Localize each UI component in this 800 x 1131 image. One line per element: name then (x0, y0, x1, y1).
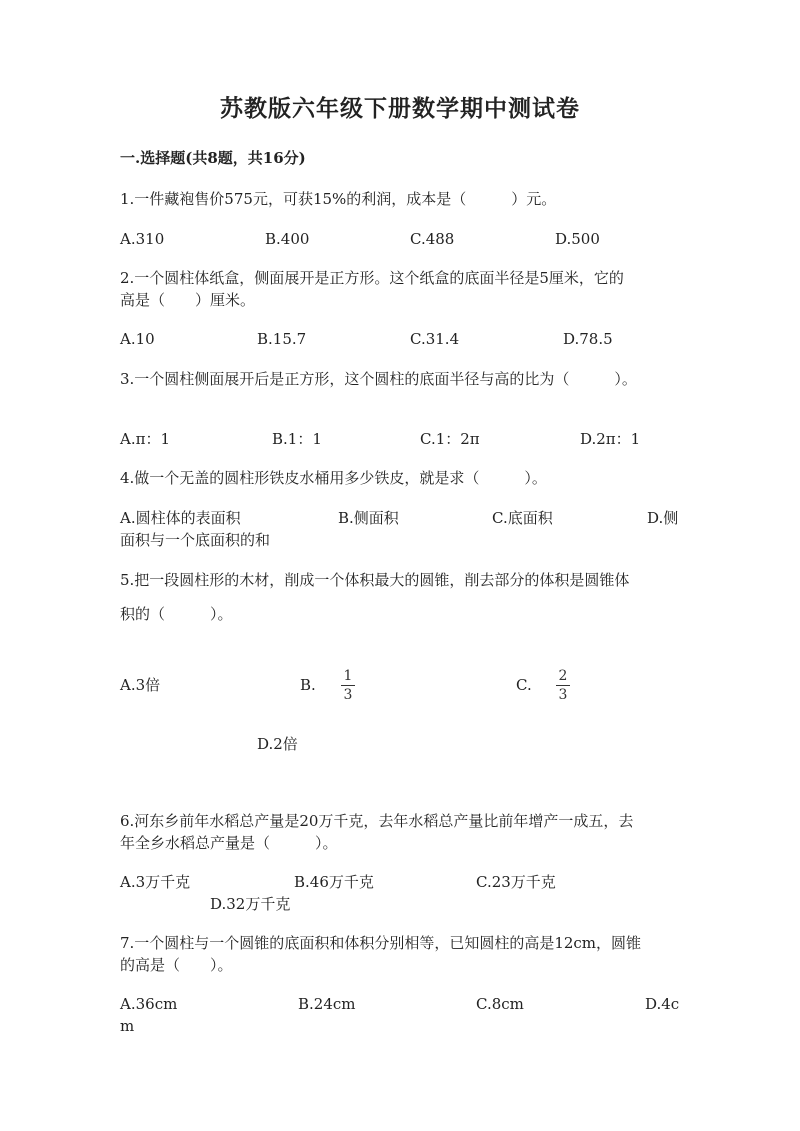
fraction-denominator: 3 (343, 687, 353, 703)
question-5-text-line2: 积的（ ）。 (120, 605, 233, 623)
question-5-text-line1: 5.把一段圆柱形的木材，削成一个体积最大的圆锥，削去部分的体积是圆锥体 (120, 571, 630, 589)
page-title: 苏教版六年级下册数学期中测试卷 (220, 95, 580, 122)
fraction-denominator: 3 (558, 687, 568, 703)
question-5-option-a[interactable]: A.3倍 (120, 676, 161, 694)
question-2-option-a[interactable]: A.10 (120, 330, 155, 348)
question-7-text-line1: 7.一个圆柱与一个圆锥的底面积和体积分别相等，已知圆柱的高是12cm，圆锥 (120, 934, 642, 952)
question-2-text-line1: 2.一个圆柱体纸盒，侧面展开是正方形。这个纸盒的底面半径是5厘米，它的 (120, 269, 624, 287)
question-5-option-b[interactable]: B. (300, 676, 316, 694)
question-4-option-d[interactable]: D.侧 (647, 509, 679, 527)
question-3-text: 3.一个圆柱侧面展开后是正方形，这个圆柱的底面半径与高的比为（ ）。 (120, 370, 637, 388)
question-3-option-a[interactable]: A.π：1 (120, 430, 171, 448)
fraction-numerator: 1 (343, 668, 353, 684)
section-heading: 一.选择题(共8题，共16分) (120, 149, 306, 167)
question-1-option-b[interactable]: B.400 (265, 230, 310, 248)
fraction-numerator: 2 (558, 668, 568, 684)
question-7-option-d[interactable]: D.4c (645, 995, 680, 1013)
question-4-option-c[interactable]: C.底面积 (492, 509, 553, 527)
question-4-option-b[interactable]: B.侧面积 (338, 509, 399, 527)
question-6-option-d[interactable]: D.32万千克 (210, 895, 291, 913)
fraction-bar (341, 685, 355, 686)
question-7-option-a[interactable]: A.36cm (120, 995, 178, 1013)
question-6-option-a[interactable]: A.3万千克 (120, 873, 191, 891)
question-3-option-c[interactable]: C.1：2π (420, 430, 480, 448)
question-2-option-d[interactable]: D.78.5 (563, 330, 613, 348)
question-1-option-a[interactable]: A.310 (120, 230, 165, 248)
question-1-option-c[interactable]: C.488 (410, 230, 455, 248)
question-1-text: 1.一件藏袍售价575元，可获15%的利润，成本是（ ）元。 (120, 190, 557, 208)
question-2-text-line2: 高是（ ）厘米。 (120, 291, 256, 309)
fraction-bar (556, 685, 570, 686)
question-5-option-d[interactable]: D.2倍 (257, 735, 298, 753)
question-6-text-line1: 6.河东乡前年水稻总产量是20万千克，去年水稻总产量比前年增产一成五，去 (120, 812, 634, 830)
question-6-option-b[interactable]: B.46万千克 (294, 873, 374, 891)
question-7-option-b[interactable]: B.24cm (298, 995, 356, 1013)
question-7-option-c[interactable]: C.8cm (476, 995, 524, 1013)
question-5-option-b-fraction (341, 668, 355, 703)
question-4-option-a[interactable]: A.圆柱体的表面积 (120, 509, 241, 527)
question-1-option-d[interactable]: D.500 (555, 230, 600, 248)
question-5-option-c[interactable]: C. (516, 676, 532, 694)
question-7-text-line2: 的高是（ ）。 (120, 956, 233, 974)
question-6-text-line2: 年全乡水稻总产量是（ ）。 (120, 834, 338, 852)
question-3-option-b[interactable]: B.1：1 (272, 430, 322, 448)
question-4-option-d-wrap: 面积与一个底面积的和 (120, 531, 271, 549)
question-3-option-d[interactable]: D.2π：1 (580, 430, 641, 448)
question-5-option-c-fraction (556, 668, 570, 703)
question-7-option-d-wrap: m (120, 1017, 135, 1035)
question-2-option-b[interactable]: B.15.7 (257, 330, 307, 348)
question-2-option-c[interactable]: C.31.4 (410, 330, 460, 348)
question-4-text: 4.做一个无盖的圆柱形铁皮水桶用多少铁皮，就是求（ ）。 (120, 469, 547, 487)
question-6-option-c[interactable]: C.23万千克 (476, 873, 556, 891)
